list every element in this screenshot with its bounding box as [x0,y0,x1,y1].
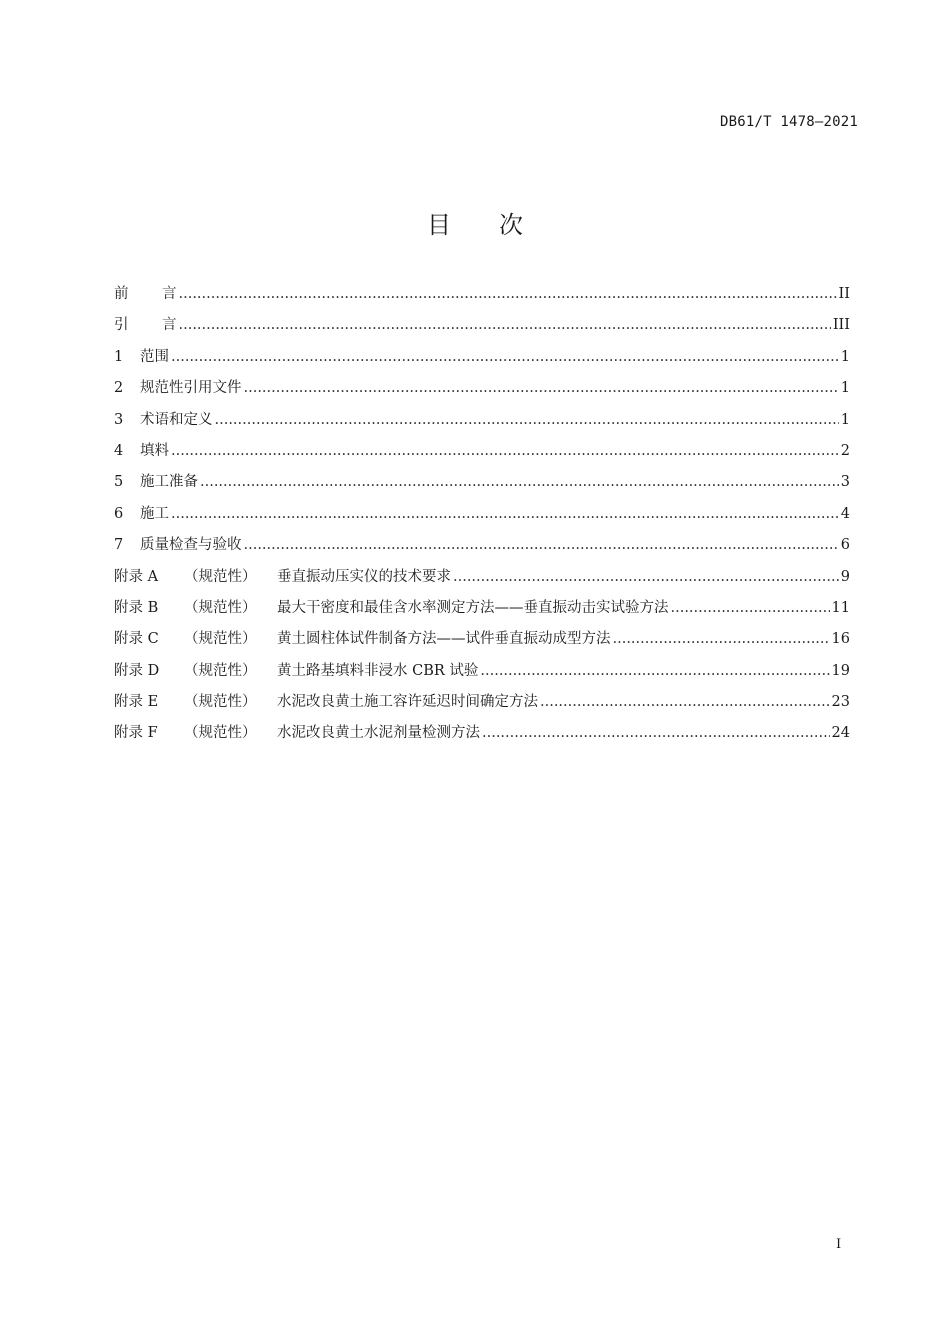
toc-appendix-label: 水泥改良黄土水泥剂量检测方法 [277,725,480,742]
toc-label-char: 前 [114,286,129,302]
toc-entry-section-3[interactable] [114,408,850,439]
dot-leader [244,380,839,396]
toc-section-number: 7 [114,537,124,554]
title-char-1: 目 [427,211,451,239]
dot-leader [671,600,830,616]
document-code: DB61/T 1478—2021 [719,114,858,130]
toc-page-number: 24 [831,725,850,742]
toc-page-number: 9 [840,568,850,585]
toc-section-label: 范围 [140,348,169,365]
toc-section-label: 术语和定义 [140,411,213,428]
toc-page-number: 4 [840,505,850,522]
toc-page-number: 1 [840,380,850,397]
toc-page-number: II [838,286,850,302]
toc-section-number: 1 [114,348,124,365]
toc-appendix-normative: （规范性） [184,662,257,679]
dot-leader [480,663,829,679]
toc-appendix-code: 附录 A [114,568,159,585]
toc-appendix-label: 黄土圆柱体试件制备方法——试件垂直振动成型方法 [277,631,611,648]
toc-appendix-normative: （规范性） [184,725,257,742]
toc-section-number: 2 [114,380,124,397]
title-char-2: 次 [499,211,523,239]
toc-page-number: 1 [840,348,850,365]
dot-leader [171,506,839,522]
toc-section-number: 3 [114,411,124,428]
toc-appendix-code: 附录 F [114,725,158,742]
toc-label-char: 言 [162,286,177,302]
dot-leader [200,474,839,490]
dot-leader [453,569,839,585]
toc-entry-section-2[interactable] [114,376,850,407]
toc-label-char: 引 [114,317,129,334]
toc-appendix-normative: （规范性） [184,599,257,616]
dot-leader [215,412,839,428]
toc-entry-section-1[interactable] [114,345,850,376]
toc-page-number: 23 [831,694,850,711]
toc-page-number: 3 [840,474,850,491]
toc-section-label: 填料 [140,442,169,459]
toc-appendix-normative: （规范性） [184,694,257,711]
toc-section-number: 5 [114,474,124,491]
toc-page-number: 11 [831,599,850,616]
toc-entry-appendix-e[interactable] [114,690,850,721]
toc-entry-appendix-c[interactable] [114,627,850,658]
toc-section-label: 质量检查与验收 [140,537,242,554]
toc-page-number: III [832,317,850,334]
toc-entry-section-6[interactable] [114,502,850,533]
dot-leader [179,286,837,302]
toc-entry-appendix-f[interactable] [114,721,850,752]
footer-page-number: I [836,1237,842,1252]
toc-page-number: 16 [831,631,850,648]
dot-leader [179,317,831,333]
toc-page-number: 1 [840,411,850,428]
dot-leader [244,537,839,553]
toc-entry-section-7[interactable] [114,533,850,564]
toc-appendix-code: 附录 E [114,694,159,711]
table-of-contents [114,282,850,753]
toc-appendix-normative: （规范性） [184,568,257,585]
toc-entry-appendix-b[interactable] [114,596,850,627]
toc-page-number: 6 [840,537,850,554]
toc-appendix-code: 附录 C [114,631,159,648]
toc-section-label: 规范性引用文件 [140,380,242,397]
toc-appendix-label: 最大干密度和最佳含水率测定方法——垂直振动击实试验方法 [277,599,669,616]
dot-leader [482,725,830,741]
toc-appendix-code: 附录 B [114,599,159,616]
page-title [0,205,950,240]
toc-appendix-label: 黄土路基填料非浸水 CBR 试验 [277,662,479,679]
toc-entry-section-5[interactable] [114,470,850,501]
toc-entry-appendix-d[interactable] [114,659,850,690]
toc-entry-section-4[interactable] [114,439,850,470]
toc-appendix-label: 水泥改良黄土施工容许延迟时间确定方法 [277,694,538,711]
toc-section-label: 施工准备 [140,474,198,491]
toc-label-char: 言 [162,317,177,334]
toc-entry-introduction[interactable] [114,313,850,344]
dot-leader [613,631,830,647]
toc-appendix-code: 附录 D [114,662,160,679]
toc-section-number: 4 [114,442,124,459]
toc-appendix-normative: （规范性） [184,631,257,648]
toc-section-label: 施工 [140,505,169,522]
toc-entry-preface[interactable] [114,282,850,313]
dot-leader [540,694,830,710]
toc-appendix-label: 垂直振动压实仪的技术要求 [277,568,451,585]
toc-section-number: 6 [114,505,124,522]
toc-page-number: 19 [831,662,850,679]
dot-leader [171,349,839,365]
dot-leader [171,443,839,459]
toc-page-number: 2 [840,442,850,459]
toc-entry-appendix-a[interactable] [114,565,850,596]
